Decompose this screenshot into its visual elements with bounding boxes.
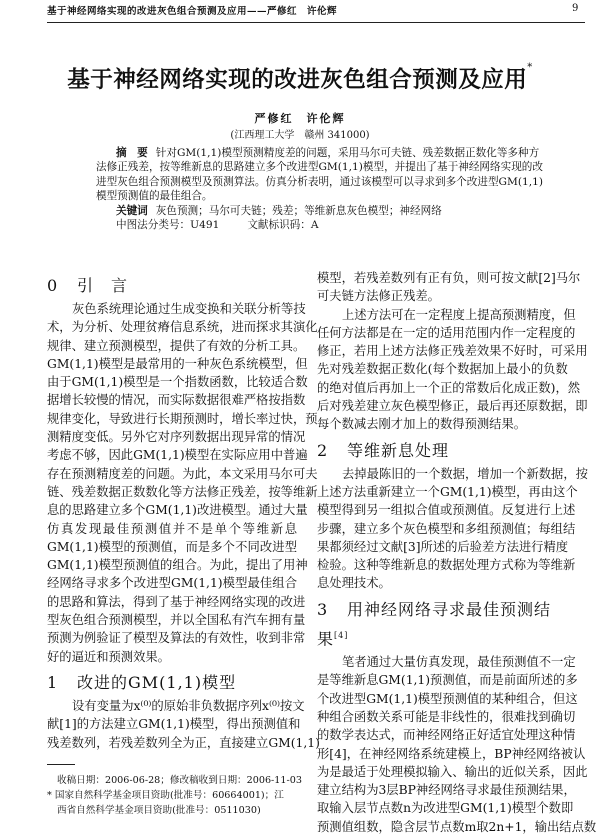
text-line: 型灰色组合预测模型，并以全国私有汽车拥有量 (47, 613, 306, 628)
section-number: 0 (47, 276, 59, 295)
text-line: 可夫链方法修正残差。 (317, 289, 440, 304)
affiliation: (江西理工大学 赣州 341000) (230, 130, 370, 141)
text-line: 形[4]，在神经网络系统建模上，BP神经网络被认 (317, 746, 586, 761)
section-title: 改进的GM(1,1)模型 (77, 672, 237, 692)
paragraph (317, 269, 581, 306)
section-title: 引 言 (77, 276, 129, 295)
section-heading-1 (47, 670, 297, 696)
title-footnote-mark: * (527, 62, 533, 73)
abstract-text: 针对GM(1,1)模型预测精度差的问题，采用马尔可夫链、残差数据正数化等多种方 (155, 147, 540, 159)
text-line: 预测值组数，隐含层节点数m取2n+1，输出结点数 (317, 819, 597, 834)
keywords-text: 灰色预测；马尔可夫链；残差；等维新息灰色模型；神经网络 (155, 204, 442, 217)
text-line: 先对残差数据正数化(每个数据加上最小的负数 (317, 362, 568, 377)
section-title: 用神经网络寻求最佳预测结果 (317, 599, 552, 649)
text-line: GM(1,1)模型是最常用的一种灰色系统模型，但 (47, 356, 308, 371)
class-label: 中图法分类号： (116, 219, 191, 232)
paper-title (0, 62, 600, 94)
text-line: 规律变化，导致进行长期预测时，增长率过快，预 (47, 411, 318, 426)
footnote-rule (47, 764, 75, 765)
paper-title-text: 基于神经网络实现的改进灰色组合预测及应用 (67, 67, 528, 93)
abstract-line: 法修正残差，按等维新息的思路建立多个改进型GM(1,1)模型，并提出了基于神经网络实现的改 (96, 161, 543, 174)
footnote-funding: * 国家自然科学基金项目资助(批准号：60664001)；江 (47, 789, 284, 801)
section-title: 等维新息处理 (347, 440, 450, 460)
text-line: 取输入层节点数n为改进型GM(1,1)模型个数即 (317, 801, 574, 816)
text-line: GM(1,1)模型的预测值，而是多个不同改进型 (47, 539, 297, 554)
section-heading-3 (317, 597, 567, 652)
section-heading-2 (317, 438, 567, 464)
text-line: 是等维新息GM(1,1)预测值，而是前面所述的多 (317, 673, 578, 688)
text-line: 好的逼近和预测效果。 (47, 649, 170, 664)
class-value: U491 (190, 219, 220, 232)
text-line: 仿真发现最佳预测值并不是单个等维新息 (47, 521, 297, 536)
header-rule (47, 22, 585, 23)
footnotes (47, 773, 302, 818)
text-line: 测精度变低。另外它对序列数据出现异常的情况 (47, 430, 306, 445)
text-line: 上述方法可在一定程度上提高预测精度，但 (342, 307, 576, 322)
text-line: 检验。这种等维新息的数据处理方式称为等维新 (317, 558, 576, 573)
text-line: GM(1,1)模型预测值的组合。为此，提出了用神 (47, 558, 308, 573)
text-line: 预测为例验证了模型及算法的有效性，收到非常 (47, 631, 306, 646)
section-number: 3 (317, 599, 329, 619)
paragraph (47, 300, 318, 666)
section-number: 2 (317, 440, 329, 460)
text-line: 息处理技术。 (317, 576, 391, 591)
text-line: 笔者通过大量仿真发现，最佳预测值不一定 (342, 655, 576, 670)
text-line: 步骤，建立多个灰色模型和多组预测值；每组结 (317, 521, 576, 536)
text-line: 去掉最陈旧的一个数据，增加一个新数据，按 (342, 466, 588, 481)
text-line: 考虑不够，因此GM(1,1)模型在实际应用中普遍 (47, 448, 308, 463)
text-line: 的思路和算法，得到了基于神经网络实现的改进 (47, 594, 306, 609)
abstract-line: 进型灰色组合预测模型及预测算法。仿真分析表明，通过该模型可以寻求到多个改进型GM(1,1) (96, 175, 543, 188)
text-line: 果都须经过文献[3]所述的后验差方法进行精度 (317, 539, 569, 554)
text-line: 息的思路建立多个GM(1,1)改进模型。通过大量 (47, 503, 308, 518)
abstract-label: 摘 要 (116, 147, 148, 159)
text-line: 种组合函数关系可能是非线性的，很难找到确切 (317, 709, 576, 724)
text-line: 的绝对值后再加上一个正的常数后化成正数)，然 (317, 380, 581, 395)
text-line: 链、残差数据正数数化等方法修正残差，按等维新 (47, 484, 318, 499)
running-header: 基于神经网络实现的改进灰色组合预测及应用——严修红 许伦辉 (47, 6, 338, 17)
text-line: 上述方法重新建立一个GM(1,1)模型，再由这个 (317, 484, 578, 499)
doc-code-label: 文献标识码： (247, 219, 311, 232)
paragraph (317, 306, 588, 434)
text-line: 为是最适于处理模拟输入、输出的近似关系，因此 (317, 764, 588, 779)
keywords (96, 204, 516, 218)
text-line: 据增长较慢的情况，而实际数据很难严格按指数 (47, 393, 306, 408)
text-line: 术，为分析、处理贫瘠信息系统，进而探求其演化 (47, 320, 318, 335)
page-number: 9 (572, 3, 579, 14)
doc-code-value: A (310, 219, 319, 232)
text-line: 残差数列，若残差数列全为正，直接建立GM(1,1) (47, 735, 320, 750)
text-line: 修正，若用上述方法修正残差效果不好时，可采用 (317, 344, 588, 359)
text-line: 的数学表达式，而神经网络正好适宜处理这种情 (317, 728, 576, 743)
paragraph (317, 653, 597, 836)
text-line: 献[1]的方法建立GM(1,1)模型，得出预测值和 (47, 717, 301, 732)
text-line: 个改进型GM(1,1)模型预测值的某种组合，但这 (317, 691, 578, 706)
section-number: 1 (47, 672, 59, 692)
text-line: 灰色系统理论通过生成变换和关联分析等技 (72, 302, 306, 316)
text-line: 模型，若残差数列有正有负，则可按文献[2]马尔 (317, 271, 581, 285)
text-line: 设有变量为x⁽⁰⁾的原始非负数据序列x⁽⁰⁾按文 (72, 698, 305, 713)
left-column (47, 271, 320, 818)
authors: 严修红 许伦辉 (254, 112, 346, 125)
text-line: 每个数减去刚才加上的数得预测结果。 (317, 417, 527, 432)
footnote-funding-cont: 西省自然科学基金项目资助(批准号：0511030) (57, 804, 261, 816)
abstract-line: 模型预测值的最佳组合。 (96, 190, 213, 203)
text-line: 由于GM(1,1)模型是一个指数函数，比较适合数 (47, 375, 308, 390)
text-line: 存在预测精度差的问题。为此，本文采用马尔可夫 (47, 466, 318, 481)
abstract (96, 146, 543, 232)
classification (96, 218, 516, 232)
paragraph (47, 697, 320, 752)
text-line: 规律、建立预测模型，提供了有效的分析工具。 (47, 338, 306, 353)
text-line: 后对残差建立灰色模型修正，最后再还原数据，即 (317, 399, 588, 414)
right-column (317, 269, 597, 836)
text-line: 任何方法都是在一定的适用范围内作一定程度的 (317, 325, 576, 340)
footnote-received: 收稿日期：2006-06-28；修改稿收到日期：2006-11-03 (57, 774, 302, 786)
paragraph (317, 465, 588, 593)
citation-ref: [4] (334, 630, 349, 640)
section-heading-0 (47, 273, 297, 299)
text-line: 建立结构为3层BP神经网络寻求最佳预测结果， (317, 783, 576, 798)
text-line: 经网络寻求多个改进型GM(1,1)模型最佳组合 (47, 576, 297, 591)
text-line: 模型得到另一组拟合值或预测值。反复进行上述 (317, 503, 576, 518)
abstract-line (96, 146, 540, 160)
keywords-label: 关键词 (116, 204, 148, 217)
